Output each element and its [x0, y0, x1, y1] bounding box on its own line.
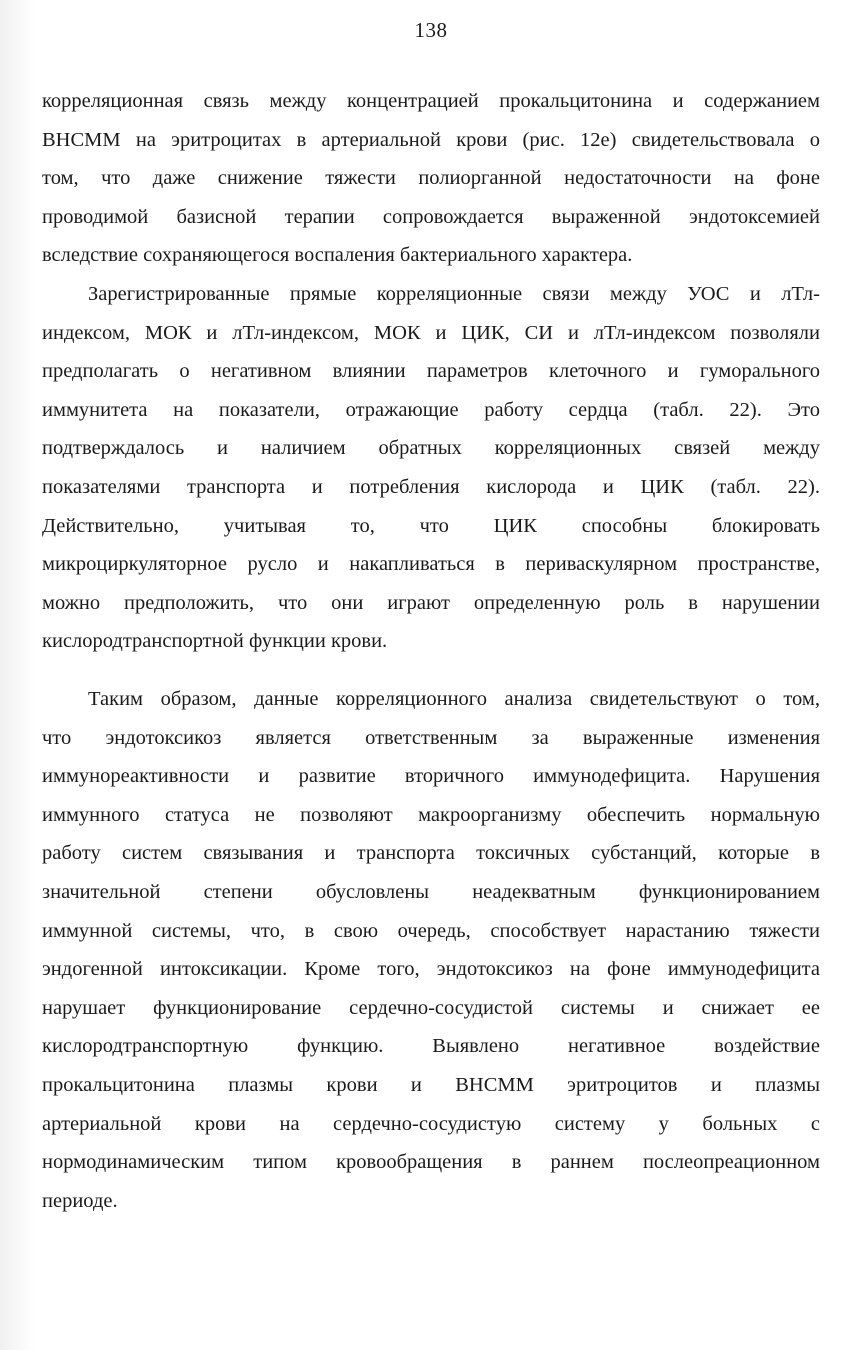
text-line: работу систем связывания и транспорта токсичных субстанций, которые в	[42, 842, 820, 865]
text-line: эндогенной интоксикации. Кроме того, эндотоксикоз на фоне иммунодефицита	[42, 958, 820, 981]
page-number: 138	[414, 18, 448, 42]
text-line: вследствие сохраняющегося воспаления бактериального характера.	[42, 244, 633, 267]
paragraph-2	[42, 275, 820, 661]
text-line: нормодинамическим типом кровообращения в раннем послеопреационном	[42, 1151, 820, 1174]
text-line: иммунореактивности и развитие вторичного иммунодефицита. Нарушения	[42, 765, 820, 788]
text-line: предполагать о негативном влиянии параметров клеточного и гуморального	[42, 360, 820, 383]
text-line: иммунного статуса не позволяют макроорганизму обеспечить нормальную	[42, 803, 820, 826]
text-line: Зарегистрированные прямые корреляционные связи между УОС и лТл-	[88, 283, 820, 305]
text-line: Действительно, учитывая то, что ЦИК способны блокировать	[42, 514, 820, 537]
text-line: иммунитета на показатели, отражающие работу сердца (табл. 22). Это	[42, 398, 820, 421]
text-line: периоде.	[42, 1189, 118, 1212]
text-line: ВНСММ на эритроцитах в артериальной крови (рис. 12е) свидетельствовала о	[42, 128, 820, 151]
text-line: нарушает функционирование сердечно-сосудистой системы и снижает ее	[42, 996, 820, 1019]
text-line: артериальной крови на сердечно-сосудистую систему у больных с	[42, 1112, 820, 1135]
scan-edge-shadow	[0, 0, 34, 1350]
text-line: иммунной системы, что, в свою очередь, способствует нарастанию тяжести	[42, 919, 820, 942]
text-line: показателями транспорта и потребления кислорода и ЦИК (табл. 22).	[42, 475, 820, 498]
text-line: том, что даже снижение тяжести полиорганной недостаточности на фоне	[42, 167, 820, 190]
text-line: кислородтранспортной функции крови.	[42, 630, 388, 653]
text-line: можно предположить, что они играют определенную роль в нарушении	[42, 591, 820, 614]
text-line: Таким образом, данные корреляционного анализа свидетельствуют о том,	[88, 688, 820, 710]
text-line: индексом, МОК и лТл-индексом, МОК и ЦИК, СИ и лТл-индексом позволяли	[42, 321, 820, 344]
text-line: кислородтранспортную функцию. Выявлено негативное воздействие	[42, 1035, 820, 1058]
text-line: подтверждалось и наличием обратных корреляционных связей между	[42, 437, 820, 460]
text-line: прокальцитонина плазмы крови и ВНСММ эритроцитов и плазмы	[42, 1073, 820, 1096]
text-line: проводимой базисной терапии сопровождается выраженной эндотоксемией	[42, 205, 820, 228]
paragraph-1	[42, 82, 820, 275]
text-line: значительной степени обусловлены неадекватным функционированием	[42, 880, 820, 903]
text-line: микроциркуляторное русло и накапливаться в периваскулярном пространстве,	[42, 553, 820, 576]
text-line: корреляционная связь между концентрацией прокальцитонина и содержанием	[42, 90, 820, 112]
text-line: что эндотоксикоз является ответственным за выраженные изменения	[42, 726, 820, 749]
paragraph-3	[42, 680, 820, 1220]
